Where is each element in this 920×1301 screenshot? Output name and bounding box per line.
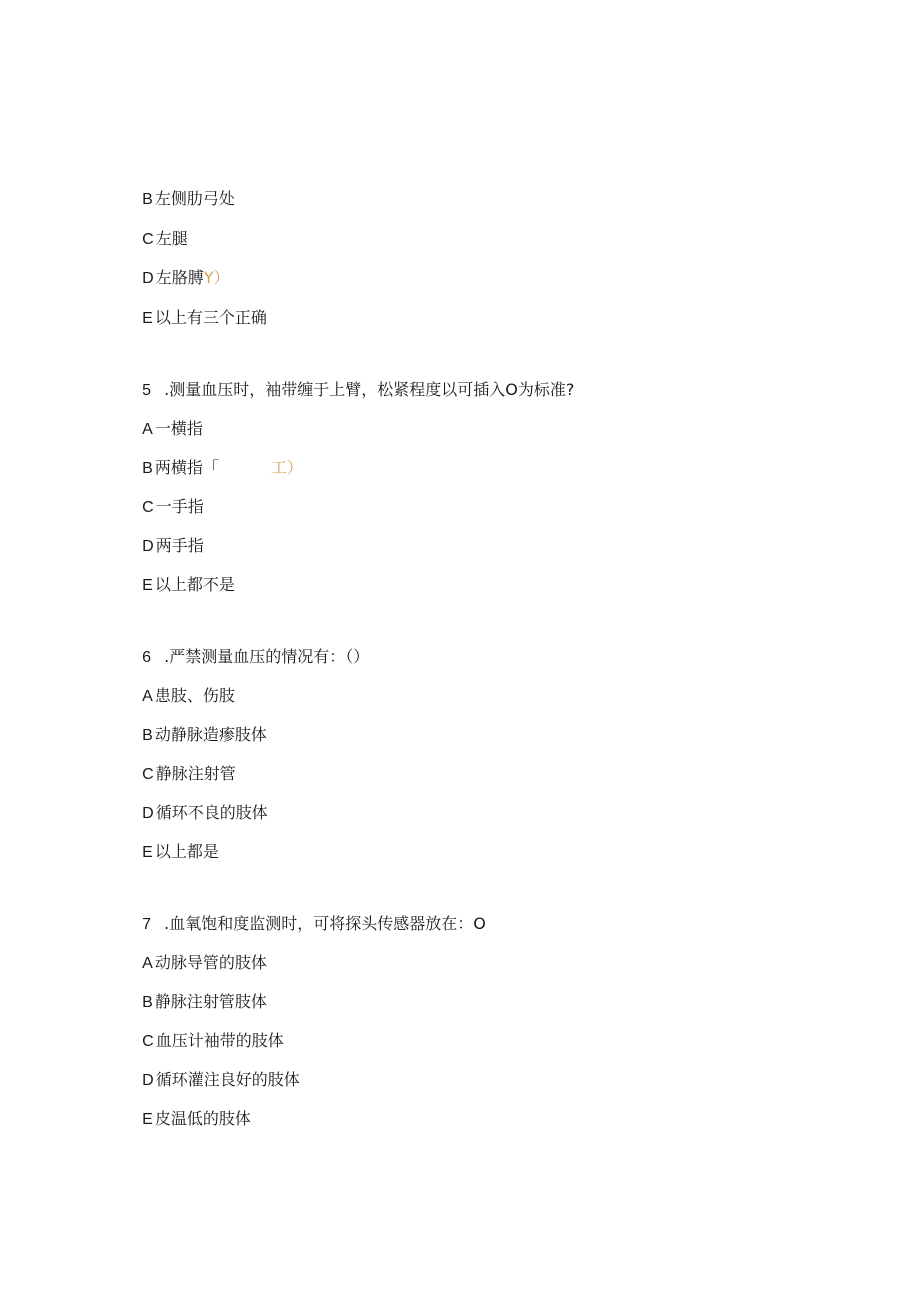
option-text: 循环灌注良好的肢体 [155,1070,300,1089]
option-text: 左胳膊 [155,268,204,287]
option-letter: A [142,955,153,972]
option-text: 左腿 [155,229,188,248]
q5-option-c [132,477,204,518]
question-text: .血氧饱和度监测时，可将探头传感器放在：O [164,914,486,933]
option-text: 皮温低的肢体 [154,1109,251,1128]
q5-option-d [132,516,204,557]
q6-stem [132,627,369,668]
q4-option-c [132,209,188,250]
answer-mark: Y） [203,268,230,287]
option-text: 患肢、伤肢 [154,686,235,705]
option-letter: D [142,1072,154,1089]
option-text: 两手指 [155,536,204,555]
option-letter: E [142,577,153,594]
q6-option-a [132,666,235,707]
q5-option-a [132,399,203,440]
option-text: 以上都是 [154,842,219,861]
option-text: 左侧肋弓处 [154,189,235,208]
option-text: 静脉注射管肢体 [154,992,267,1011]
q5-stem [132,360,574,401]
q6-option-d [132,783,268,824]
q7-option-b [132,972,267,1013]
option-letter: B [142,460,153,477]
q7-stem [132,894,486,935]
option-letter: A [142,688,153,705]
q4-option-d [132,248,230,289]
option-text: 循环不良的肢体 [155,803,268,822]
option-letter: D [142,805,154,822]
q6-option-c [132,744,236,785]
question-text: .测量血压时，袖带缠于上臂，松紧程度以可插入O为标准? [164,380,575,399]
option-letter: E [142,844,153,861]
question-number: 6 [142,649,152,666]
question-number: 5 [142,382,152,399]
option-letter: C [142,499,154,516]
option-letter: D [142,270,154,287]
option-letter: A [142,421,153,438]
q7-option-d [132,1050,300,1091]
option-text: 动静脉造瘆肢体 [154,725,267,744]
q5-option-b [132,438,303,479]
question-number: 7 [142,916,152,933]
option-letter: C [142,766,154,783]
option-letter: B [142,994,153,1011]
option-letter: D [142,538,154,555]
option-letter: E [142,310,153,327]
option-letter: C [142,231,154,248]
question-text: .严禁测量血压的情况有：（） [164,647,370,666]
q6-option-b [132,705,267,746]
q4-option-e [132,288,267,329]
option-text: 一手指 [155,497,204,516]
option-text: 静脉注射管 [155,764,236,783]
option-letter: C [142,1033,154,1050]
option-letter: E [142,1111,153,1128]
q4-option-b [132,169,235,210]
answer-mark: 工） [270,458,303,477]
q7-option-c [132,1011,284,1052]
q5-option-e [132,555,235,596]
option-text: 以上有三个正确 [154,308,267,327]
q7-option-a [132,933,267,974]
option-text: 血压计袖带的肢体 [155,1031,284,1050]
q6-option-e [132,822,219,863]
option-text: 以上都不是 [154,575,235,594]
q7-option-e [132,1089,251,1130]
option-letter: B [142,727,153,744]
option-text: 两横指「 [154,458,219,477]
option-text: 动脉导管的肢体 [154,953,267,972]
option-letter: B [142,191,153,208]
option-text: 一横指 [154,419,203,438]
